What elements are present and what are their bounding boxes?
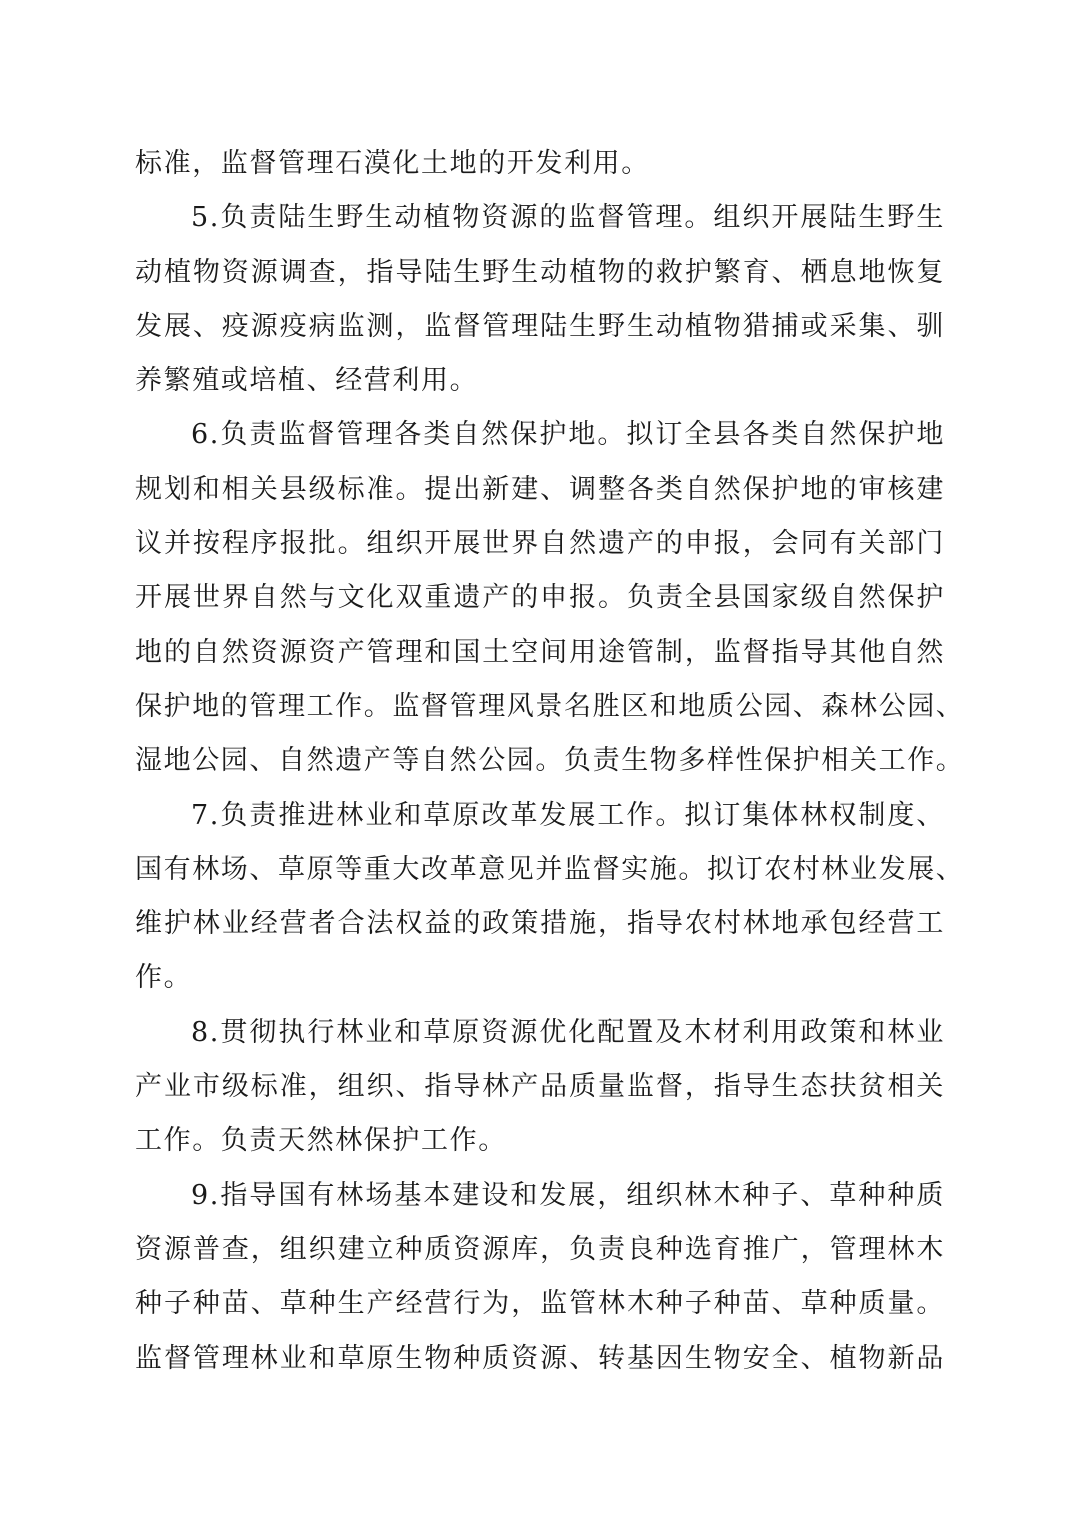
text-line: 5.负责陆生野生动植物资源的监督管理。组织开展陆生野生 bbox=[191, 202, 945, 234]
text-line: 养繁殖或培植、经营利用。 bbox=[135, 365, 479, 397]
text-line: 监督管理林业和草原生物种质资源、转基因生物安全、植物新品 bbox=[135, 1342, 945, 1374]
paragraph-item-5 bbox=[135, 191, 945, 408]
paragraph-item-7 bbox=[135, 789, 965, 1006]
text-line: 产业市级标准，组织、指导林产品质量监督，指导生态扶贫相关 bbox=[135, 1071, 945, 1103]
text-line: 发展、疫源疫病监测，监督管理陆生野生动植物猎捕或采集、驯 bbox=[135, 310, 945, 342]
text-line: 湿地公园、自然遗产等自然公园。负责生物多样性保护相关工作。 bbox=[135, 745, 965, 777]
text-line: 8.贯彻执行林业和草原资源优化配置及木材利用政策和林业 bbox=[191, 1016, 945, 1048]
text-line: 6.负责监督管理各类自然保护地。拟订全县各类自然保护地 bbox=[191, 419, 945, 451]
text-line: 开展世界自然与文化双重遗产的申报。负责全县国家级自然保护 bbox=[135, 582, 945, 614]
text-line: 工作。负责天然林保护工作。 bbox=[135, 1125, 507, 1157]
document-body bbox=[135, 137, 965, 1386]
text-line: 国有林场、草原等重大改革意见并监督实施。拟订农村林业发展、 bbox=[135, 853, 965, 885]
text-line: 规划和相关县级标准。提出新建、调整各类自然保护地的审核建 bbox=[135, 473, 945, 505]
text-line: 地的自然资源资产管理和国土空间用途管制，监督指导其他自然 bbox=[135, 636, 945, 668]
text-line: 7.负责推进林业和草原改革发展工作。拟订集体林权制度、 bbox=[191, 799, 945, 831]
paragraph-item-6 bbox=[135, 408, 965, 788]
text-line: 种子种苗、草种生产经营行为，监管林木种子种苗、草种质量。 bbox=[135, 1288, 945, 1320]
text-line: 作。 bbox=[135, 962, 193, 994]
paragraph-item-9 bbox=[135, 1169, 945, 1386]
text-line: 维护林业经营者合法权益的政策措施，指导农村林地承包经营工 bbox=[135, 908, 945, 940]
text-line: 资源普查，组织建立种质资源库，负责良种选育推广，管理林木 bbox=[135, 1233, 945, 1265]
text-line: 标准，监督管理石漠化土地的开发利用。 bbox=[135, 148, 650, 179]
text-line: 保护地的管理工作。监督管理风景名胜区和地质公园、森林公园、 bbox=[135, 690, 965, 722]
paragraph-continuation bbox=[135, 137, 945, 191]
text-line: 9.指导国有林场基本建设和发展，组织林木种子、草种种质 bbox=[191, 1179, 945, 1211]
text-line: 议并按程序报批。组织开展世界自然遗产的申报，会同有关部门 bbox=[135, 528, 945, 560]
paragraph-item-8 bbox=[135, 1006, 945, 1169]
text-line: 动植物资源调查，指导陆生野生动植物的救护繁育、栖息地恢复 bbox=[135, 256, 945, 288]
